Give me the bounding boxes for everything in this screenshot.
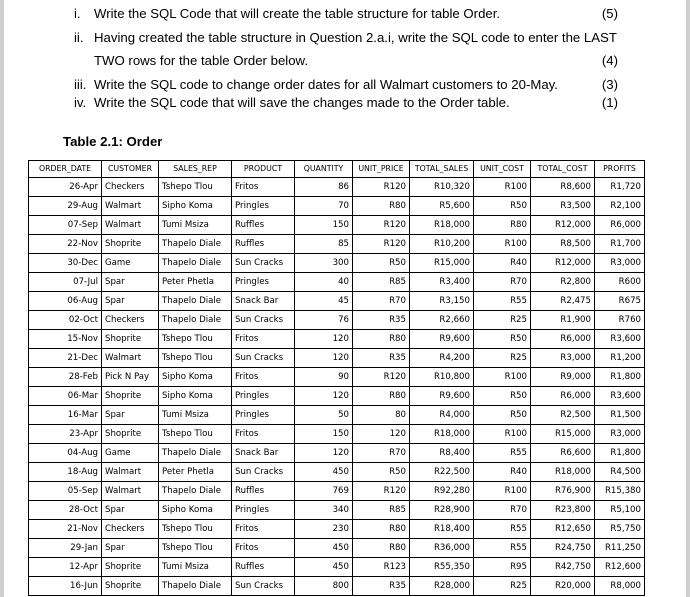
table-cell: Fritos	[232, 520, 295, 539]
table-cell: R9,000	[531, 368, 595, 387]
table-cell: R9,600	[410, 330, 474, 349]
table-cell: Tumi Msiza	[159, 406, 232, 425]
table-cell: R120	[353, 216, 410, 235]
table-row	[29, 311, 645, 330]
column-header: QUANTITY	[295, 161, 353, 178]
table-cell: Tumi Msiza	[159, 558, 232, 577]
table-cell: R25	[474, 577, 531, 596]
table-cell: Snack Bar	[232, 292, 295, 311]
table-row	[29, 216, 645, 235]
table-cell: R10,800	[410, 368, 474, 387]
table-cell: R8,500	[531, 235, 595, 254]
table-cell: Shoprite	[102, 577, 159, 596]
table-cell: R80	[353, 539, 410, 558]
table-cell: R80	[353, 387, 410, 406]
table-cell: R5,100	[595, 501, 645, 520]
table-row	[29, 368, 645, 387]
table-cell: Tshepo Tlou	[159, 425, 232, 444]
table-cell: 90	[295, 368, 353, 387]
column-header: SALES_REP	[159, 161, 232, 178]
table-cell: R35	[353, 311, 410, 330]
table-cell: 450	[295, 539, 353, 558]
table-cell: Walmart	[102, 482, 159, 501]
table-cell: 16-Jun	[29, 577, 102, 596]
table-cell: R20,000	[531, 577, 595, 596]
table-cell: R120	[353, 368, 410, 387]
table-cell: Pringles	[232, 273, 295, 292]
table-cell: 02-Oct	[29, 311, 102, 330]
table-cell: 16-Mar	[29, 406, 102, 425]
table-cell: R600	[595, 273, 645, 292]
table-cell: 28-Feb	[29, 368, 102, 387]
table-row	[29, 349, 645, 368]
table-cell: R23,800	[531, 501, 595, 520]
table-cell: R50	[474, 197, 531, 216]
table-cell: R6,000	[595, 216, 645, 235]
table-cell: R50	[353, 463, 410, 482]
table-cell: Spar	[102, 539, 159, 558]
table-cell: R1,900	[531, 311, 595, 330]
table-cell: R10,320	[410, 178, 474, 197]
table-cell: Thapelo Diale	[159, 235, 232, 254]
table-cell: R92,280	[410, 482, 474, 501]
table-cell: Peter Phetla	[159, 463, 232, 482]
table-cell: Sipho Koma	[159, 368, 232, 387]
table-cell: R55	[474, 292, 531, 311]
table-cell: R1,500	[595, 406, 645, 425]
table-cell: R3,500	[531, 197, 595, 216]
table-cell: R3,600	[595, 330, 645, 349]
table-cell: R70	[474, 501, 531, 520]
table-cell: R120	[353, 178, 410, 197]
table-cell: R100	[474, 425, 531, 444]
table-cell: Snack Bar	[232, 444, 295, 463]
table-cell: R70	[474, 273, 531, 292]
table-cell: Tshepo Tlou	[159, 349, 232, 368]
question-text: Write the SQL code that will save the changes made to the Order table.	[94, 95, 510, 110]
table-cell: 22-Nov	[29, 235, 102, 254]
question-text: Write the SQL Code that will create the table structure for table Order.	[94, 6, 501, 21]
table-cell: Tshepo Tlou	[159, 520, 232, 539]
table-cell: 23-Apr	[29, 425, 102, 444]
table-body	[29, 178, 645, 596]
table-cell: 120	[295, 349, 353, 368]
table-cell: Ruffles	[232, 216, 295, 235]
table-cell: Ruffles	[232, 235, 295, 254]
table-cell: R35	[353, 577, 410, 596]
table-cell: R12,000	[531, 254, 595, 273]
table-cell: Pringles	[232, 501, 295, 520]
column-header: ORDER_DATE	[29, 161, 102, 178]
table-cell: R8,000	[595, 577, 645, 596]
table-cell: 30-Dec	[29, 254, 102, 273]
table-cell: R3,150	[410, 292, 474, 311]
table-cell: 120	[295, 444, 353, 463]
table-cell: 40	[295, 273, 353, 292]
table-cell: 800	[295, 577, 353, 596]
question-text: Write the SQL code to change order dates for all Walmart customers to 20-May.	[94, 77, 558, 92]
table-row	[29, 577, 645, 596]
table-cell: R3,000	[595, 254, 645, 273]
table-cell: 06-Mar	[29, 387, 102, 406]
table-cell: R50	[474, 330, 531, 349]
table-cell: Shoprite	[102, 330, 159, 349]
table-cell: Sun Cracks	[232, 577, 295, 596]
table-cell: R4,200	[410, 349, 474, 368]
table-cell: R120	[353, 235, 410, 254]
table-cell: R50	[474, 387, 531, 406]
table-cell: Fritos	[232, 368, 295, 387]
column-header: PRODUCT	[232, 161, 295, 178]
table-cell: R6,000	[531, 387, 595, 406]
table-cell: R76,900	[531, 482, 595, 501]
table-cell: Sun Cracks	[232, 463, 295, 482]
table-cell: Thapelo Diale	[159, 311, 232, 330]
table-cell: R4,500	[595, 463, 645, 482]
table-cell: R11,250	[595, 539, 645, 558]
table-cell: 120	[353, 425, 410, 444]
table-cell: Walmart	[102, 216, 159, 235]
table-cell: 07-Sep	[29, 216, 102, 235]
table-cell: Fritos	[232, 178, 295, 197]
question-number: ii.	[74, 30, 84, 45]
table-cell: Game	[102, 444, 159, 463]
table-cell: R35	[353, 349, 410, 368]
table-cell: Game	[102, 254, 159, 273]
table-cell: R12,600	[595, 558, 645, 577]
table-cell: 450	[295, 463, 353, 482]
table-cell: 05-Sep	[29, 482, 102, 501]
table-row	[29, 444, 645, 463]
table-row	[29, 387, 645, 406]
table-cell: R8,600	[531, 178, 595, 197]
table-cell: R3,000	[531, 349, 595, 368]
table-cell: Checkers	[102, 311, 159, 330]
table-cell: 15-Nov	[29, 330, 102, 349]
table-cell: R18,000	[410, 216, 474, 235]
table-cell: R25	[474, 349, 531, 368]
table-cell: Walmart	[102, 349, 159, 368]
table-cell: Fritos	[232, 330, 295, 349]
table-cell: Thapelo Diale	[159, 482, 232, 501]
table-cell: 230	[295, 520, 353, 539]
table-cell: Ruffles	[232, 558, 295, 577]
question-i-marks: (5)	[601, 6, 618, 21]
question-number: iii.	[74, 77, 87, 92]
table-cell: R55	[474, 520, 531, 539]
column-header: PROFITS	[595, 161, 645, 178]
table-cell: 150	[295, 425, 353, 444]
table-cell: 28-Oct	[29, 501, 102, 520]
table-cell: R15,000	[410, 254, 474, 273]
table-cell: Pringles	[232, 406, 295, 425]
table-cell: R18,000	[531, 463, 595, 482]
table-cell: R55,350	[410, 558, 474, 577]
table-cell: R12,000	[531, 216, 595, 235]
table-cell: Shoprite	[102, 387, 159, 406]
table-cell: R55	[474, 539, 531, 558]
table-cell: R42,750	[531, 558, 595, 577]
table-cell: Sun Cracks	[232, 311, 295, 330]
right-page-gutter	[686, 0, 690, 597]
table-cell: 06-Aug	[29, 292, 102, 311]
table-cell: 04-Aug	[29, 444, 102, 463]
table-cell: R18,400	[410, 520, 474, 539]
question-iii-marks: (3)	[601, 77, 618, 92]
table-cell: R80	[353, 330, 410, 349]
table-cell: R120	[353, 482, 410, 501]
table-cell: Thapelo Diale	[159, 577, 232, 596]
table-cell: 150	[295, 216, 353, 235]
table-cell: Sipho Koma	[159, 501, 232, 520]
table-cell: R3,000	[595, 425, 645, 444]
question-iv-marks: (1)	[601, 95, 618, 110]
table-cell: R12,650	[531, 520, 595, 539]
table-row	[29, 330, 645, 349]
table-row	[29, 463, 645, 482]
table-cell: R100	[474, 368, 531, 387]
table-cell: R6,600	[531, 444, 595, 463]
table-cell: 76	[295, 311, 353, 330]
table-cell: Shoprite	[102, 425, 159, 444]
table-cell: R2,660	[410, 311, 474, 330]
table-cell: R4,000	[410, 406, 474, 425]
table-cell: R1,720	[595, 178, 645, 197]
table-cell: R1,800	[595, 444, 645, 463]
table-cell: R15,000	[531, 425, 595, 444]
table-cell: 70	[295, 197, 353, 216]
table-cell: Thapelo Diale	[159, 254, 232, 273]
table-cell: 18-Aug	[29, 463, 102, 482]
table-cell: Thapelo Diale	[159, 292, 232, 311]
table-cell: R1,800	[595, 368, 645, 387]
table-cell: Spar	[102, 292, 159, 311]
table-cell: Spar	[102, 501, 159, 520]
table-cell: Walmart	[102, 463, 159, 482]
table-cell: 12-Apr	[29, 558, 102, 577]
table-cell: 86	[295, 178, 353, 197]
table-cell: 29-Aug	[29, 197, 102, 216]
table-row	[29, 520, 645, 539]
table-cell: R1,200	[595, 349, 645, 368]
table-cell: R70	[353, 292, 410, 311]
table-cell: 21-Dec	[29, 349, 102, 368]
table-row	[29, 558, 645, 577]
question-number: iv.	[74, 95, 87, 110]
table-cell: Fritos	[232, 539, 295, 558]
table-cell: R15,380	[595, 482, 645, 501]
table-cell: R8,400	[410, 444, 474, 463]
table-cell: 120	[295, 387, 353, 406]
table-cell: Pick N Pay	[102, 368, 159, 387]
table-cell: Sun Cracks	[232, 254, 295, 273]
table-cell: R3,400	[410, 273, 474, 292]
table-cell: R5,750	[595, 520, 645, 539]
table-cell: 26-Apr	[29, 178, 102, 197]
table-cell: 300	[295, 254, 353, 273]
table-cell: Thapelo Diale	[159, 444, 232, 463]
table-cell: 29-Jan	[29, 539, 102, 558]
table-cell: Sipho Koma	[159, 387, 232, 406]
table-cell: Pringles	[232, 197, 295, 216]
table-cell: 45	[295, 292, 353, 311]
table-cell: R28,900	[410, 501, 474, 520]
table-cell: Checkers	[102, 178, 159, 197]
table-cell: Sipho Koma	[159, 197, 232, 216]
table-cell: R25	[474, 311, 531, 330]
table-cell: R760	[595, 311, 645, 330]
table-cell: R100	[474, 178, 531, 197]
table-cell: 340	[295, 501, 353, 520]
table-cell: R9,600	[410, 387, 474, 406]
table-cell: Tshepo Tlou	[159, 539, 232, 558]
table-cell: R85	[353, 273, 410, 292]
table-cell: 07-Jul	[29, 273, 102, 292]
table-cell: R55	[474, 444, 531, 463]
table-cell: R50	[474, 406, 531, 425]
table-cell: R2,475	[531, 292, 595, 311]
table-row	[29, 482, 645, 501]
table-cell: Ruffles	[232, 482, 295, 501]
question-text-line2: TWO rows for the table Order below.	[94, 53, 309, 68]
table-cell: R6,000	[531, 330, 595, 349]
table-row	[29, 254, 645, 273]
left-page-gutter	[0, 0, 4, 597]
table-cell: Spar	[102, 406, 159, 425]
table-cell: R18,000	[410, 425, 474, 444]
table-row	[29, 501, 645, 520]
table-cell: 450	[295, 558, 353, 577]
column-header: CUSTOMER	[102, 161, 159, 178]
table-cell: Tshepo Tlou	[159, 330, 232, 349]
table-cell: R123	[353, 558, 410, 577]
table-cell: R70	[353, 444, 410, 463]
column-header: TOTAL_SALES	[410, 161, 474, 178]
table-cell: R95	[474, 558, 531, 577]
table-cell: Peter Phetla	[159, 273, 232, 292]
table-cell: R100	[474, 482, 531, 501]
table-cell: Pringles	[232, 387, 295, 406]
table-cell: R100	[474, 235, 531, 254]
table-cell: R40	[474, 463, 531, 482]
table-cell: Walmart	[102, 197, 159, 216]
table-cell: R40	[474, 254, 531, 273]
table-cell: R80	[353, 197, 410, 216]
table-cell: R10,200	[410, 235, 474, 254]
question-number: i.	[74, 6, 81, 21]
table-cell: Shoprite	[102, 558, 159, 577]
table-cell: Shoprite	[102, 235, 159, 254]
table-cell: 85	[295, 235, 353, 254]
table-row	[29, 406, 645, 425]
column-header: UNIT_PRICE	[353, 161, 410, 178]
question-ii-marks: (4)	[601, 53, 618, 68]
order-table	[28, 160, 645, 596]
column-header: TOTAL_COST	[531, 161, 595, 178]
table-cell: Tumi Msiza	[159, 216, 232, 235]
table-cell: R22,500	[410, 463, 474, 482]
table-cell: Checkers	[102, 520, 159, 539]
table-cell: 21-Nov	[29, 520, 102, 539]
table-cell: R2,800	[531, 273, 595, 292]
table-cell: R3,600	[595, 387, 645, 406]
table-row	[29, 235, 645, 254]
table-cell: Sun Cracks	[232, 349, 295, 368]
table-cell: R675	[595, 292, 645, 311]
table-cell: 80	[353, 406, 410, 425]
table-row	[29, 178, 645, 197]
table-caption: Table 2.1: Order	[63, 134, 163, 149]
column-header: UNIT_COST	[474, 161, 531, 178]
table-cell: R85	[353, 501, 410, 520]
table-cell: R36,000	[410, 539, 474, 558]
table-row	[29, 425, 645, 444]
table-row	[29, 273, 645, 292]
table-cell: R80	[353, 520, 410, 539]
table-cell: Spar	[102, 273, 159, 292]
table-cell: Tshepo Tlou	[159, 178, 232, 197]
table-cell: R2,100	[595, 197, 645, 216]
table-cell: R2,500	[531, 406, 595, 425]
table-cell: R80	[474, 216, 531, 235]
table-row	[29, 197, 645, 216]
table-cell: R28,000	[410, 577, 474, 596]
table-cell: 769	[295, 482, 353, 501]
table-cell: R24,750	[531, 539, 595, 558]
table-cell: 120	[295, 330, 353, 349]
table-header-row	[29, 161, 645, 178]
question-text: Having created the table structure in Question 2.a.i, write the SQL code to enter the LAST	[94, 30, 617, 45]
table-cell: R1,700	[595, 235, 645, 254]
table-row	[29, 292, 645, 311]
table-cell: 50	[295, 406, 353, 425]
table-cell: Fritos	[232, 425, 295, 444]
table-cell: R5,600	[410, 197, 474, 216]
table-cell: R50	[353, 254, 410, 273]
table-row	[29, 539, 645, 558]
